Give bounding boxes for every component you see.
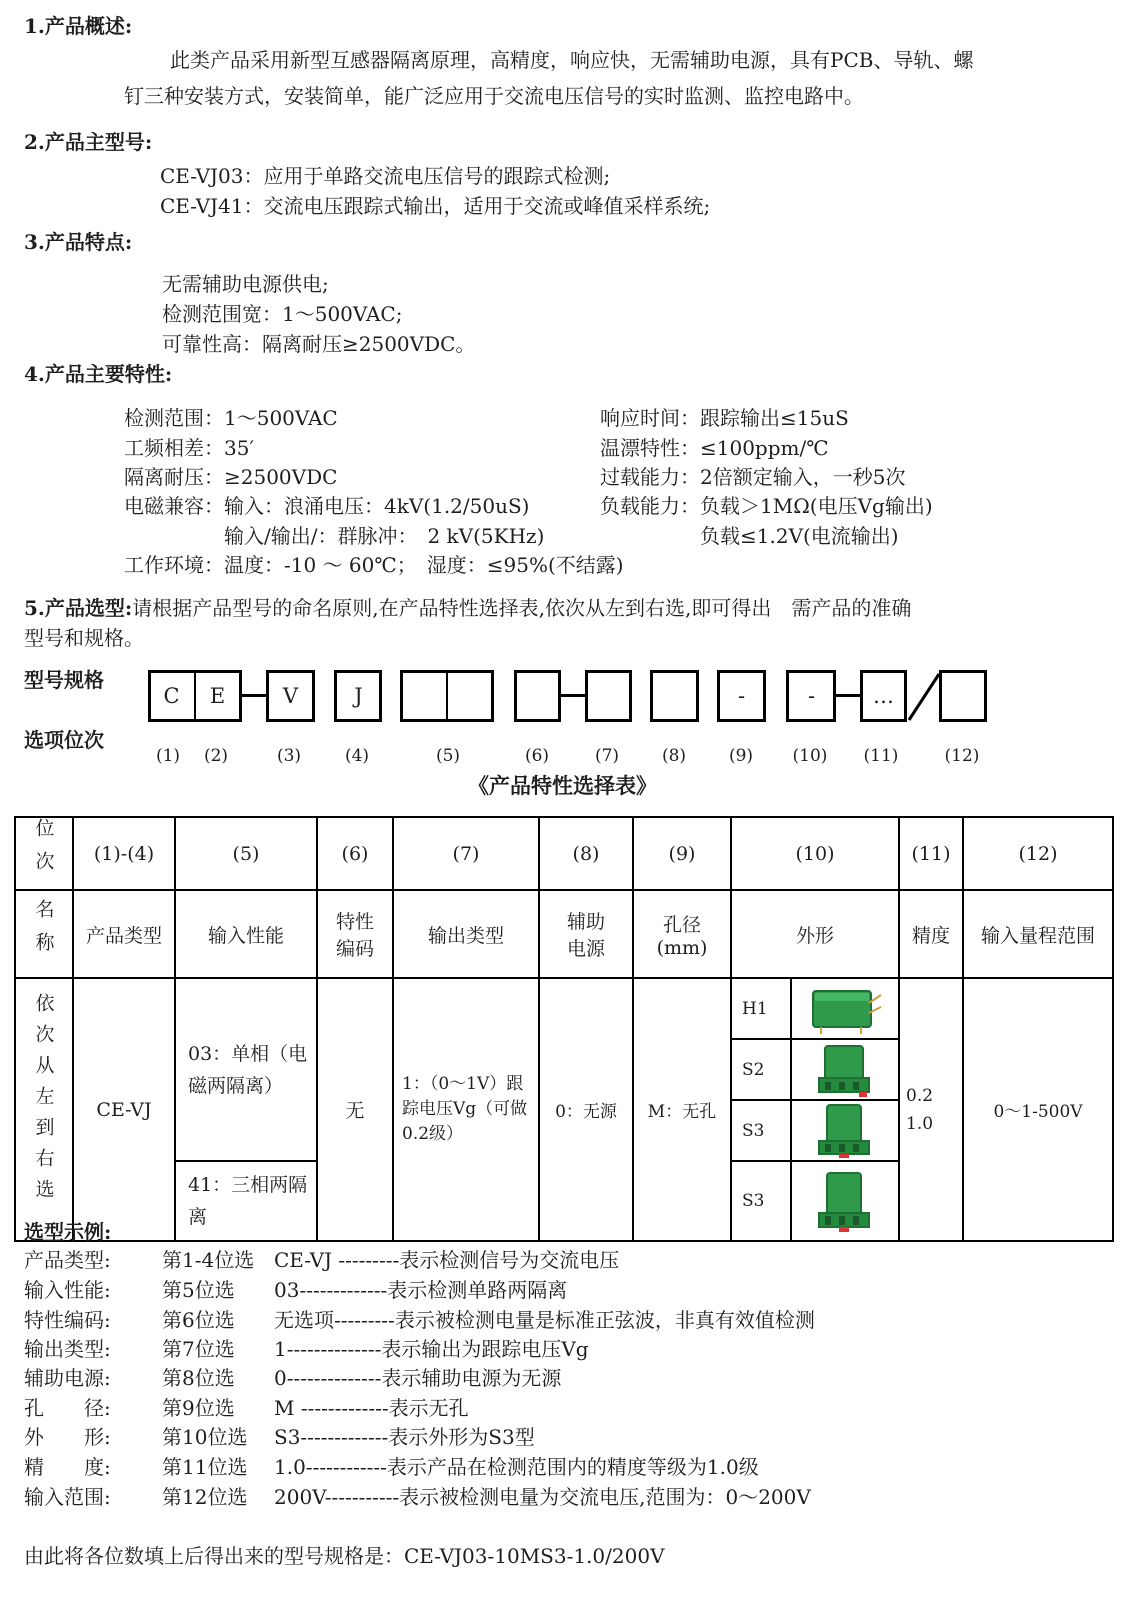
module-s3-image — [792, 1102, 898, 1160]
table-caption: 《产品特性选择表》 — [468, 773, 657, 798]
position-5: (5) — [435, 746, 461, 766]
spec-left-3: 隔离耐压：≥2500VDC — [124, 465, 338, 489]
spec-left-4: 电磁兼容：输入：浪涌电压：4kV(1.2/50uS) — [124, 494, 530, 518]
overview-text-1: 此类产品采用新型互感器隔离原理，高精度，响应快，无需辅助电源，具有PCB、导轨、螺 — [170, 48, 974, 72]
pos-5: (5) — [175, 817, 317, 890]
example-row-4: 输出类型: 第7位选 1--------------表示输出为跟踪电压Vg — [24, 1337, 589, 1361]
position-9: (9) — [728, 746, 754, 766]
example-title: 选型示例: — [24, 1220, 112, 1244]
slash-divider — [905, 668, 943, 724]
spec-right-4: 负载能力：负载＞1MΩ(电压Vg输出) — [600, 494, 933, 518]
code-cell-10: - — [807, 684, 816, 708]
section-5-title: 5.产品选型: — [24, 596, 133, 620]
header-position: 位次 — [32, 818, 55, 884]
name-shape: 外形 — [731, 890, 899, 978]
feature-2: 检测范围宽：1～500VAC; — [162, 302, 403, 326]
cell-type: CE-VJ — [73, 978, 175, 1241]
name-accuracy: 精度 — [899, 890, 963, 978]
final-model-text: 由此将各位数填上后得出来的型号规格是：CE-VJ03-10MS3-1.0/200V — [24, 1544, 665, 1568]
position-6: (6) — [524, 746, 550, 766]
position-12: (12) — [944, 746, 980, 766]
example-row-9: 输入范围: 第12位选 200V-----------表示被检测电量为交流电压,范围为：0～200V — [24, 1485, 811, 1509]
name-output: 输出类型 — [393, 890, 539, 978]
box-12 — [939, 670, 987, 722]
code-cell-9: - — [737, 684, 746, 708]
shape-code-s3: S3 — [731, 1100, 791, 1161]
selection-desc-2: 型号和规格。 — [24, 626, 144, 650]
section-4-title: 4.产品主要特性: — [24, 362, 173, 386]
name-power: 辅助电源 — [539, 890, 633, 978]
box-7 — [585, 670, 632, 722]
shape-code-s2: S2 — [731, 1039, 791, 1100]
position-2: (2) — [203, 746, 229, 766]
pos-7: (7) — [393, 817, 539, 890]
code-cell-3: V — [282, 684, 299, 708]
cell-hole: M：无孔 — [633, 978, 731, 1241]
cell-code: 无 — [317, 978, 393, 1241]
table-row-data-1 — [15, 978, 1113, 1039]
box-8 — [650, 670, 699, 722]
cell-output: 1：（0～1V）跟踪电压Vg（可做0.2级） — [393, 978, 539, 1241]
selection-table — [14, 816, 1114, 1242]
example-row-1: 产品类型: 第1-4位选 CE-VJ ---------表示检测信号为交流电压 — [24, 1248, 620, 1272]
name-input: 输入性能 — [175, 890, 317, 978]
spec-right-1: 响应时间：跟踪输出≤15uS — [600, 406, 849, 430]
feature-1: 无需辅助电源供电; — [162, 272, 329, 296]
module-s2-image — [792, 1041, 898, 1099]
example-row-2: 输入性能: 第5位选 03-------------表示检测单路两隔离 — [24, 1278, 568, 1302]
section-3-title: 3.产品特点: — [24, 230, 133, 254]
header-rule: 依次从左到右选 — [32, 993, 55, 1210]
cell-range: 0～1-500V — [963, 978, 1113, 1241]
spec-right-3: 过载能力：2倍额定输入，一秒5次 — [600, 465, 906, 489]
cell-input-03: 03：单相（电磁两隔离） — [175, 978, 317, 1161]
pos-9: (9) — [633, 817, 731, 890]
position-1: (1) — [155, 746, 181, 766]
position-8: (8) — [661, 746, 687, 766]
pos-12: (12) — [963, 817, 1113, 890]
spec-left-6: 工作环境：温度：-10 ～ 60℃； 湿度：≤95%(不结露) — [124, 553, 624, 577]
example-row-7: 外 形: 第10位选 S3-------------表示外形为S3型 — [24, 1425, 535, 1449]
model-line-2: CE-VJ41：交流电压跟踪式输出，适用于交流或峰值采样系统; — [160, 194, 711, 218]
example-row-5: 辅助电源: 第8位选 0--------------表示辅助电源为无源 — [24, 1366, 562, 1390]
code-cell-2: E — [209, 684, 226, 708]
shape-code-s3b: S3 — [731, 1161, 791, 1241]
section-2-title: 2.产品主型号: — [24, 130, 153, 154]
section-1-title: 1.产品概述: — [24, 14, 133, 38]
pos-11: (11) — [899, 817, 963, 890]
header-name: 名称 — [32, 898, 55, 965]
cell-accuracy — [899, 978, 963, 1241]
module-h1-image — [792, 980, 898, 1038]
name-code: 特性编码 — [317, 890, 393, 978]
position-label: 选项位次 — [24, 728, 104, 752]
position-11: (11) — [863, 746, 899, 766]
example-row-6: 孔 径: 第9位选 M -------------表示无孔 — [24, 1396, 469, 1420]
accuracy-1-0: 1.0 — [906, 1113, 934, 1134]
position-7: (7) — [594, 746, 620, 766]
spec-right-5: 负载≤1.2V(电流输出) — [600, 524, 899, 548]
model-line-1: CE-VJ03：应用于单路交流电压信号的跟踪式检测; — [160, 164, 611, 188]
shape-code-h1: H1 — [731, 978, 791, 1039]
name-range: 输入量程范围 — [963, 890, 1113, 978]
example-row-3: 特性编码: 第6位选 无选项---------表示被检测电量是标准正弦波，非真有效值检测 — [24, 1308, 815, 1332]
table-row-name — [15, 890, 1113, 978]
selection-desc-1: 请根据产品型号的命名原则,在产品特性选择表,依次从左到右选,即可得出 需产品的准确 — [132, 596, 912, 620]
accuracy-0-2: 0.2 — [906, 1085, 934, 1106]
spec-left-1: 检测范围：1～500VAC — [124, 406, 338, 430]
spec-left-2: 工频相差：35′ — [124, 436, 254, 460]
position-10: (10) — [792, 746, 828, 766]
position-3: (3) — [276, 746, 302, 766]
spec-right-2: 温漂特性：≤100ppm/℃ — [600, 436, 829, 460]
feature-3: 可靠性高：隔离耐压≥2500VDC。 — [162, 332, 476, 356]
model-spec-label: 型号规格 — [24, 668, 104, 692]
name-product-type: 产品类型 — [73, 890, 175, 978]
pos-6: (6) — [317, 817, 393, 890]
code-cell-11: … — [873, 684, 894, 708]
position-4: (4) — [344, 746, 370, 766]
code-cell-4: J — [354, 684, 363, 708]
cell-power: 0：无源 — [539, 978, 633, 1241]
pos-10: (10) — [731, 817, 899, 890]
pos-1-4: (1)-(4) — [73, 817, 175, 890]
example-row-8: 精 度: 第11位选 1.0------------表示产品在检测范围内的精度等级为1.0级 — [24, 1455, 759, 1479]
table-row-position — [15, 817, 1113, 890]
pos-8: (8) — [539, 817, 633, 890]
module-s3b-image — [792, 1164, 898, 1238]
box-6 — [514, 670, 561, 722]
spec-left-5: 输入/输出/：群脉冲： 2 kV(5KHz) — [124, 524, 545, 548]
name-hole: 孔径(mm) — [633, 890, 731, 978]
cell-input-41: 41：三相两隔离 — [175, 1161, 317, 1241]
code-cell-1: C — [163, 684, 180, 708]
overview-text-2: 钉三种安装方式，安装简单，能广泛应用于交流电压信号的实时监测、监控电路中。 — [124, 84, 864, 108]
